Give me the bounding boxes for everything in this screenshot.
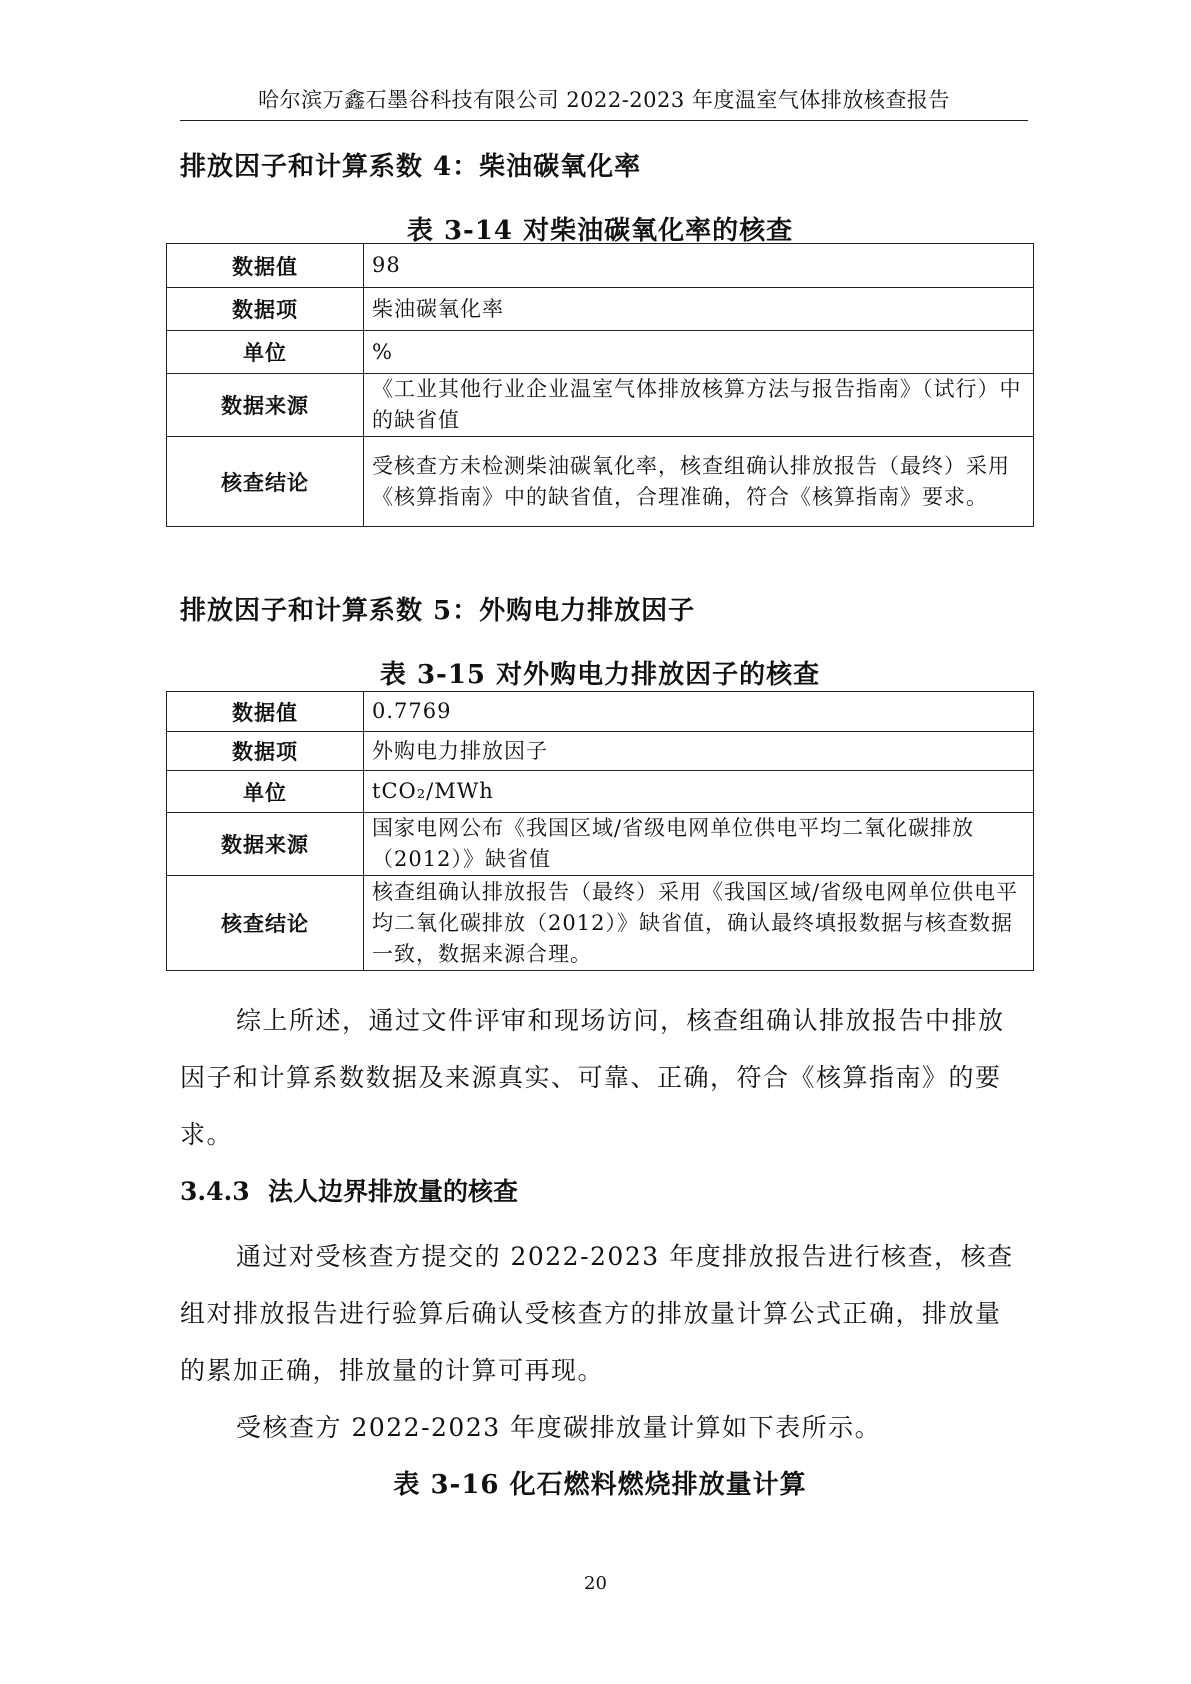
table-3-14 — [166, 243, 1034, 527]
row-label: 数据项 — [167, 288, 364, 331]
section-heading-factor-4: 排放因子和计算系数 4：柴油碳氧化率 — [180, 152, 642, 182]
subsection-heading — [180, 1172, 518, 1208]
table-row — [167, 244, 1034, 288]
section-heading-factor-5: 排放因子和计算系数 5：外购电力排放因子 — [180, 596, 696, 626]
row-label: 数据项 — [167, 732, 364, 771]
row-label: 数据值 — [167, 244, 364, 288]
row-label: 核查结论 — [167, 876, 364, 971]
table-caption-3-16: 表 3-16 化石燃料燃烧排放量计算 — [393, 1470, 807, 1500]
row-value: 受核查方未检测柴油碳氧化率，核查组确认排放报告（最终）采用《核算指南》中的缺省值，合理准确，符合《核算指南》要求。 — [364, 437, 1034, 527]
table-3-15 — [166, 691, 1034, 971]
table-caption-3-15: 表 3-15 对外购电力排放因子的核查 — [379, 660, 821, 690]
row-label: 数据来源 — [167, 374, 364, 437]
row-value: 外购电力排放因子 — [364, 732, 1034, 771]
table-row — [167, 732, 1034, 771]
row-value: 柴油碳氧化率 — [364, 288, 1034, 331]
subsection-title: 法人边界排放量的核查 — [268, 1177, 519, 1206]
summary-paragraph: 综上所述，通过文件评审和现场访问，核查组确认排放报告中排放因子和计算系数数据及来源真实、可靠、正确，符合《核算指南》的要求。 — [180, 1006, 1005, 1149]
row-value: 《工业其他行业企业温室气体排放核算方法与报告指南》（试行）中的缺省值 — [364, 374, 1034, 437]
table-row — [167, 692, 1034, 732]
page-header: 哈尔滨万鑫石墨谷科技有限公司 2022-2023 年度温室气体排放核查报告 — [180, 84, 1028, 121]
row-label: 单位 — [167, 771, 364, 813]
table-row — [167, 331, 1034, 374]
row-value: 0.7769 — [364, 692, 1034, 732]
row-value: 国家电网公布《我国区域/省级电网单位供电平均二氧化碳排放（2012）》缺省值 — [364, 813, 1034, 876]
table-row — [167, 437, 1034, 527]
table-row — [167, 374, 1034, 437]
table-row — [167, 288, 1034, 331]
row-label: 数据来源 — [167, 813, 364, 876]
table-caption-3-14: 表 3-14 对柴油碳氧化率的核查 — [406, 216, 794, 246]
row-value: tCO₂/MWh — [364, 771, 1034, 813]
body-paragraph: 受核查方 2022-2023 年度碳排放量计算如下表所示。 — [236, 1413, 882, 1442]
body-paragraph: 通过对受核查方提交的 2022-2023 年度排放报告进行核查，核查组对排放报告进行验算后确认受核查方的排放量计算公式正确，排放量的累加正确，排放量的计算可再现。 — [180, 1242, 1014, 1385]
table-row — [167, 771, 1034, 813]
table-row — [167, 876, 1034, 971]
row-label: 核查结论 — [167, 437, 364, 527]
row-label: 单位 — [167, 331, 364, 374]
row-value: % — [364, 331, 1034, 374]
row-label: 数据值 — [167, 692, 364, 732]
subsection-number: 3.4.3 — [180, 1177, 250, 1206]
row-value: 98 — [364, 244, 1034, 288]
row-value: 核查组确认排放报告（最终）采用《我国区域/省级电网单位供电平均二氧化碳排放（2012）》缺省值，确认最终填报数据与核查数据一致，数据来源合理。 — [364, 876, 1034, 971]
table-row — [167, 813, 1034, 876]
page-number: 20 — [584, 1573, 607, 1594]
